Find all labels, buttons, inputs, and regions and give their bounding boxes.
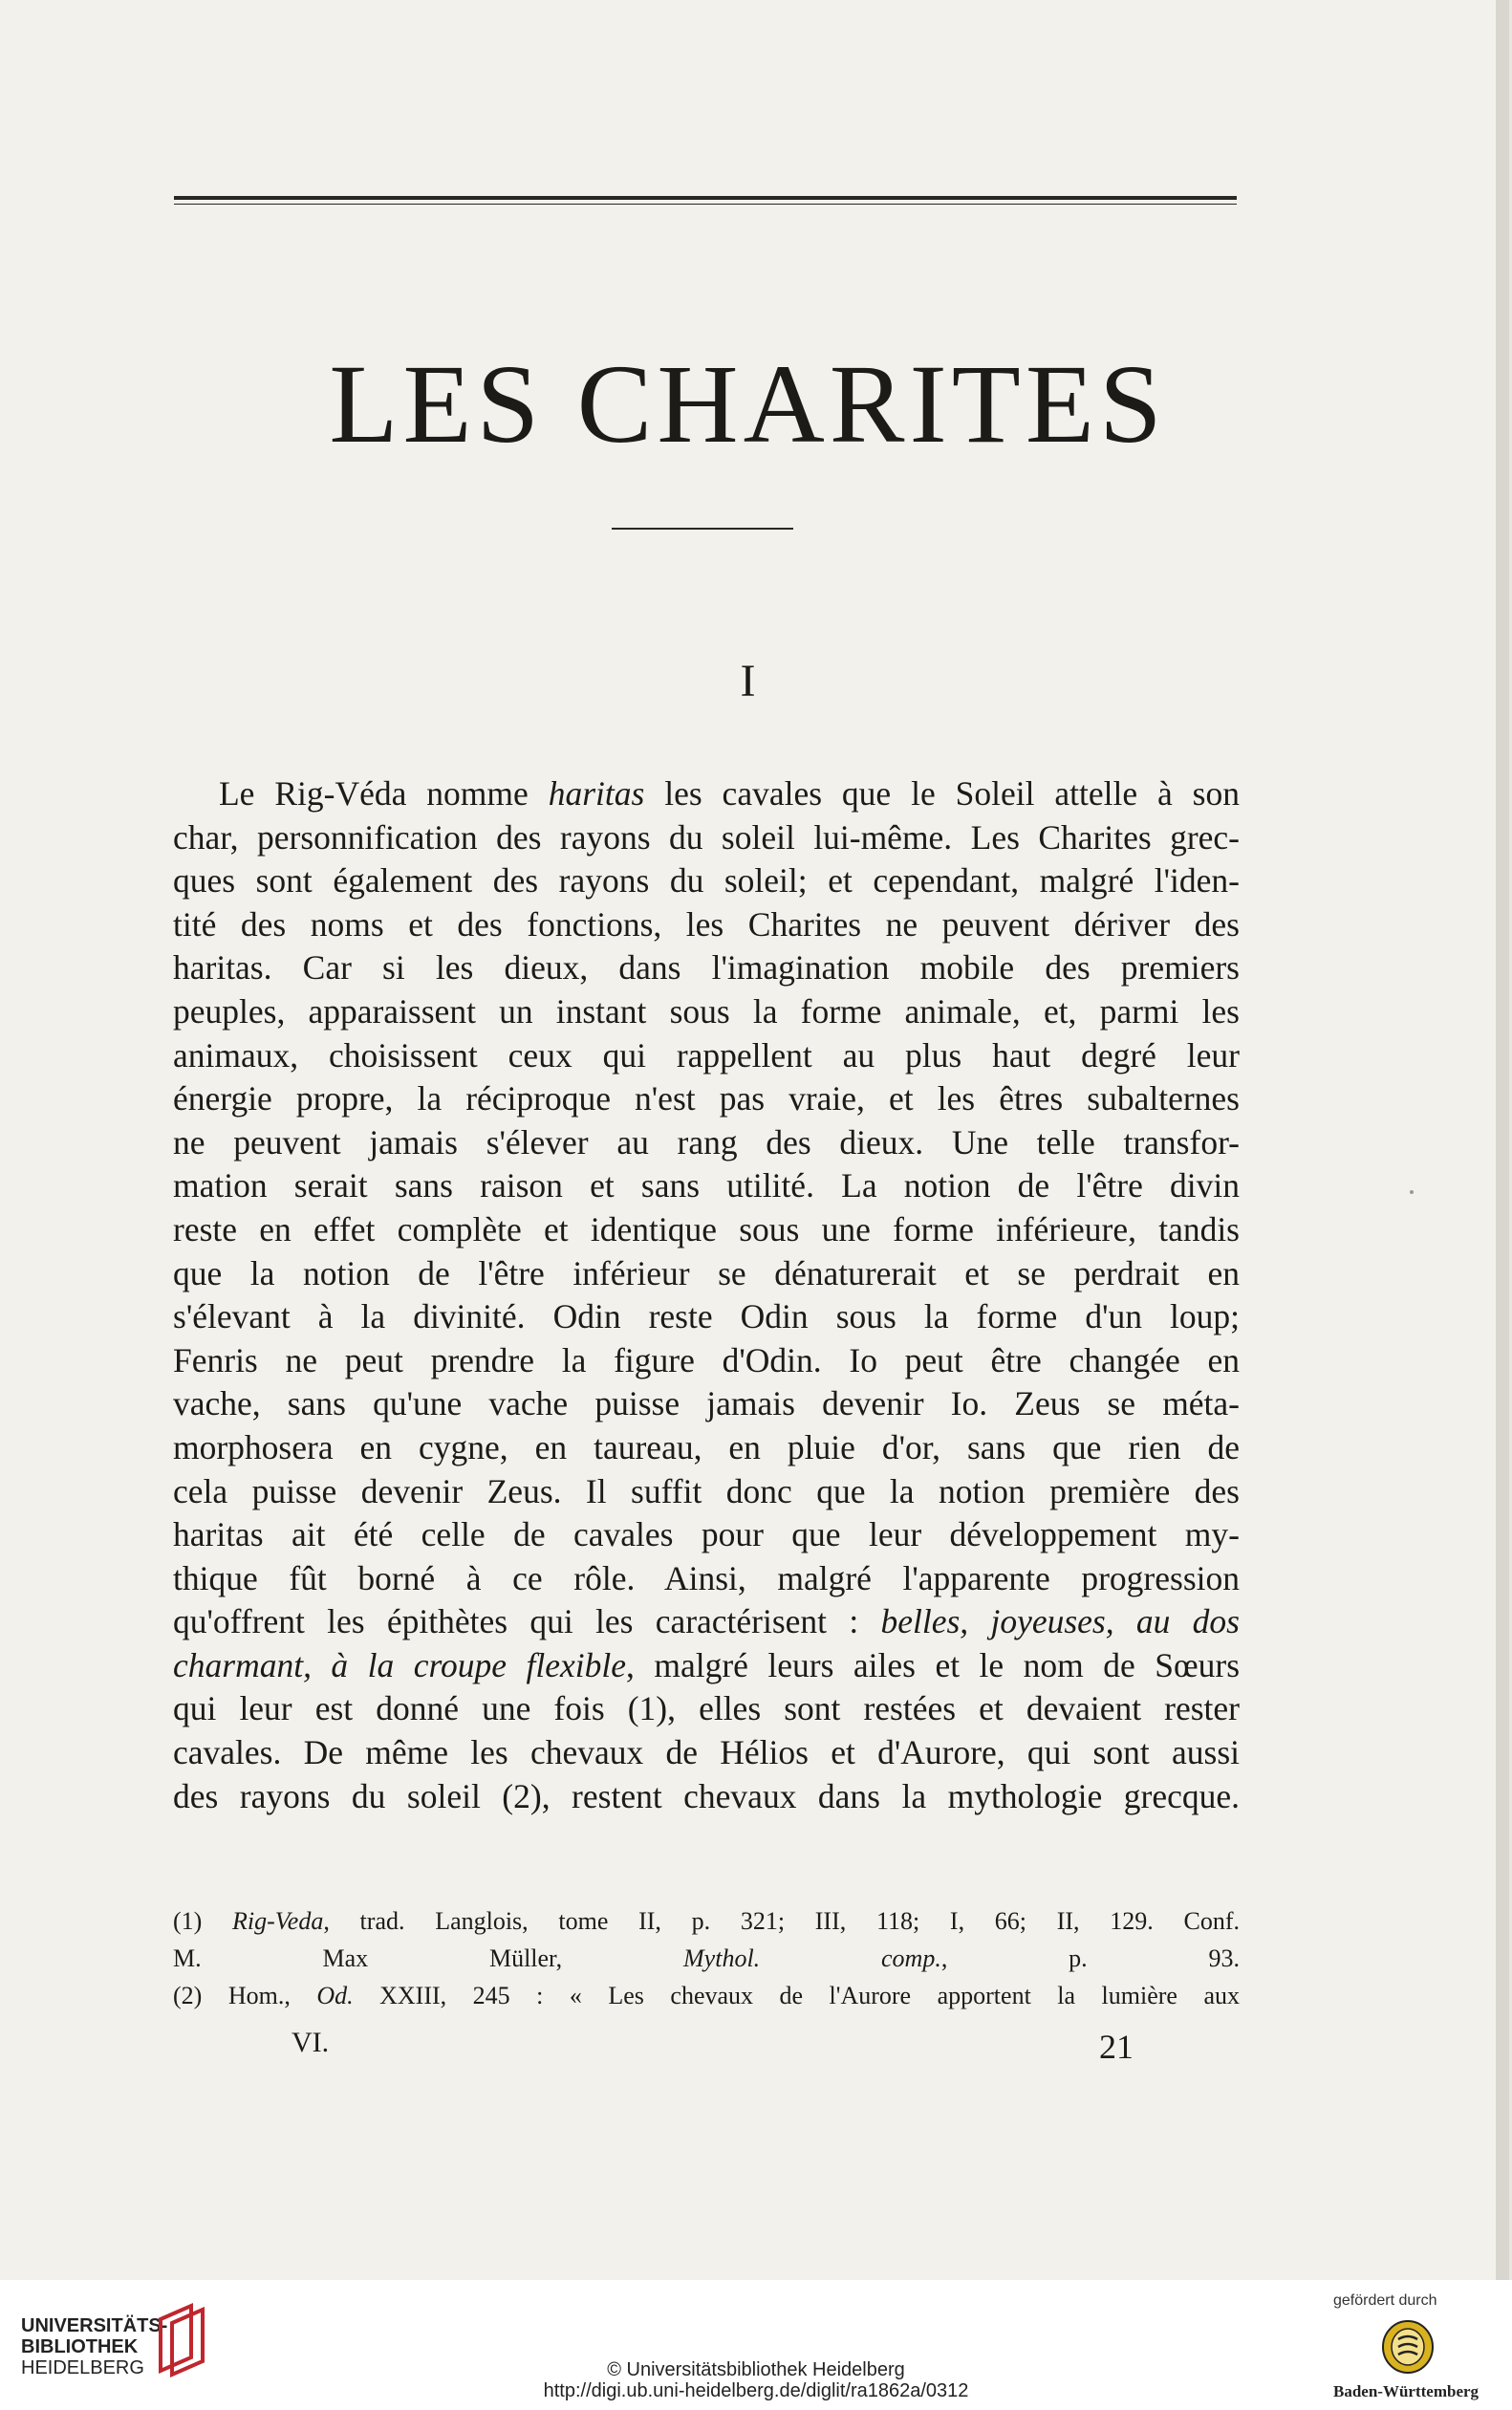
footnote-line: (2) Hom., Od. XXIII, 245 : « Les chevaux de l'Aurore apportent la lumière aux bbox=[173, 1982, 1240, 2009]
body-line: que la notion de l'être inférieur se dénaturerait et se perdrait en bbox=[173, 1253, 1240, 1292]
header-rule-thin bbox=[174, 204, 1237, 205]
body-line: tité des noms et des fonctions, les Charites ne peuvent dériver des bbox=[173, 904, 1240, 944]
body-line: animaux, choisissent ceux qui rappellent au plus haut degré leur bbox=[173, 1035, 1240, 1075]
body-line: qui leur est donné une fois (1), elles sont restées et devaient rester bbox=[173, 1689, 1240, 1728]
italic-text: belles, joyeuses, au dos bbox=[880, 1602, 1240, 1641]
permalink-url[interactable]: http://digi.ub.uni-heidelberg.de/diglit/ra1862a/0312 bbox=[543, 2380, 969, 2401]
italic-text: Rig-Veda bbox=[232, 1907, 324, 1935]
footnotes bbox=[173, 1902, 1240, 2014]
body-line: cela puisse devenir Zeus. Il suffit donc que la notion première des bbox=[173, 1471, 1240, 1510]
body-line: Fenris ne peut prendre la figure d'Odin. Io peut être changée en bbox=[173, 1340, 1240, 1379]
signature-number: 21 bbox=[1099, 2028, 1134, 2066]
funder-name: Baden-Württemberg bbox=[1333, 2382, 1480, 2400]
funded-by-label: gefördert durch bbox=[1333, 2292, 1437, 2309]
italic-text: charmant, à la croupe flexible bbox=[173, 1645, 626, 1684]
page-title: LES CHARITES bbox=[329, 341, 1167, 467]
body-line: s'élevant à la divinité. Odin reste Odin sous la forme d'un loup; bbox=[173, 1297, 1240, 1336]
body-line: qu'offrent les épithètes qui les caractérisent : belles, joyeuses, au dos bbox=[173, 1602, 1240, 1641]
body-line: morphosera en cygne, en taureau, en pluie d'or, sans que rien de bbox=[173, 1427, 1240, 1466]
copyright-text: © Universitätsbibliothek Heidelberg bbox=[607, 2359, 905, 2380]
body-line: charmant, à la croupe flexible, malgré leurs ailes et le nom de Sœurs bbox=[173, 1645, 1241, 1684]
paper-speck bbox=[1410, 1190, 1414, 1194]
body-line: Le Rig-Véda nomme haritas les cavales que le Soleil attelle à son bbox=[219, 774, 1241, 813]
body-line: haritas ait été celle de cavales pour que leur développement my- bbox=[173, 1515, 1240, 1554]
library-name-line2: BIBLIOTHEK bbox=[21, 2336, 139, 2357]
body-line: haritas. Car si les dieux, dans l'imagination mobile des premiers bbox=[173, 948, 1240, 988]
body-line: char, personnification des rayons du soleil lui-même. Les Charites grec- bbox=[173, 817, 1240, 857]
header-rule bbox=[174, 196, 1237, 200]
body-line: ne peuvent jamais s'élever au rang des dieux. Une telle transfor- bbox=[173, 1122, 1240, 1162]
signature-mark: VI. bbox=[292, 2027, 330, 2058]
body-line: ques sont également des rayons du soleil; et cependant, malgré l'iden- bbox=[173, 861, 1240, 901]
library-name-line1: UNIVERSITÄTS- bbox=[21, 2315, 168, 2336]
italic-text: haritas bbox=[548, 774, 645, 813]
chapter-number: I bbox=[740, 656, 756, 706]
body-line: mation serait sans raison et sans utilité. La notion de l'être divin bbox=[173, 1166, 1240, 1205]
body-line: des rayons du soleil (2), restent chevaux dans la mythologie grecque. bbox=[173, 1776, 1240, 1815]
state-seal-icon bbox=[1381, 2318, 1435, 2374]
body-line: énergie propre, la réciproque n'est pas vraie, et les êtres subalternes bbox=[173, 1079, 1240, 1118]
copyright-block bbox=[0, 2359, 1512, 2401]
library-name-line3: HEIDELBERG bbox=[21, 2357, 144, 2378]
italic-text: Od. bbox=[316, 1982, 354, 2009]
body-line: reste en effet complète et identique sous une forme inférieure, tandis bbox=[173, 1209, 1240, 1248]
body-line: thique fût borné à ce rôle. Ainsi, malgré l'apparente progression bbox=[173, 1558, 1240, 1597]
body-line: peuples, apparaissent un instant sous la forme animale, et, parmi les bbox=[173, 991, 1240, 1031]
body-line: vache, sans qu'une vache puisse jamais devenir Io. Zeus se méta- bbox=[173, 1384, 1240, 1423]
body-line: cavales. De même les chevaux de Hélios et d'Aurore, qui sont aussi bbox=[173, 1733, 1240, 1772]
italic-text: Mythol. comp. bbox=[683, 1944, 941, 1972]
body-text bbox=[173, 772, 1240, 1818]
footnote-line: (1) Rig-Veda, trad. Langlois, tome II, p. 321; III, 118; I, 66; II, 129. Conf. bbox=[173, 1907, 1240, 1935]
title-divider bbox=[612, 528, 793, 530]
footnote-line: M. Max Müller, Mythol. comp., p. 93. bbox=[173, 1944, 1241, 1972]
